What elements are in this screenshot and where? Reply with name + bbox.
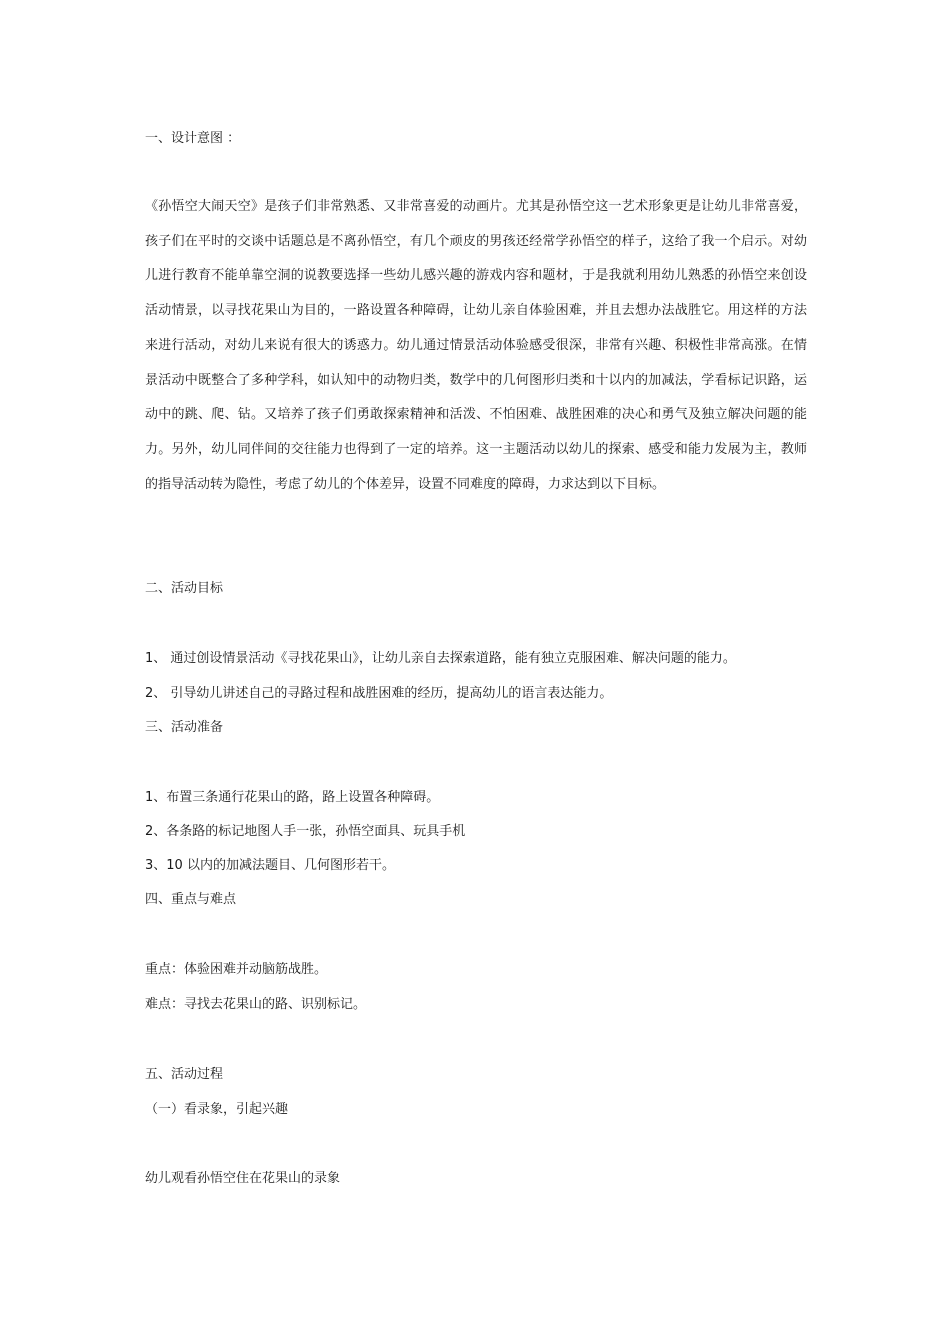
difficulty-text: 难点：寻找去花果山的路、识别标记。 (145, 997, 367, 1012)
process-step-1-title: （一）看录象，引起兴趣 (145, 1102, 289, 1117)
section-heading-design-intent: 一、设计意图 ： (145, 131, 241, 146)
preparation-item-3: 3、10 以内的加减法题目、几何图形若干。 (145, 858, 395, 873)
preparation-item-1: 1、布置三条通行花果山的路，路上设置各种障碍。 (145, 790, 440, 805)
design-intent-paragraph: 《孙悟空大闹天空》是孩子们非常熟悉、又非常喜爱的动画片。尤其是孙悟空这一艺术形象更是让幼儿非常喜爱，孩子们在平时的交谈中话题总是不离孙悟空，有几个顽皮的男孩还经常学孙悟空的样子，这给了我一个启示。对幼儿进行教育不能单靠空洞的说教要选择一些幼儿感兴趣的游戏内容和题材，于是我就利用幼儿熟悉的孙悟空来创设活动情景，以寻找花果山为目的，一路设置各种障碍，让幼儿亲自体验困难，并且去想办法战胜它。用这样的方法来进行活动，对幼儿来说有很大的诱惑力。幼儿通过情景活动体验感受很深，非常有兴趣、积极性非常高涨。在情景活动中既整合了多种学科，如认知中的动物归类，数学中的几何图形归类和十以内的加减法，学看标记识路，运动中的跳、爬、钻。又培养了孩子们勇敢探索精神和活泼、不怕困难、战胜困难的决心和勇气及独立解决问题的能力。另外，幼儿同伴间的交往能力也得到了一定的培养。这一主题活动以幼儿的探索、感受和能力发展为主，教师的指导活动转为隐性，考虑了幼儿的个体差异，设置不同难度的障碍，力求达到以下目标。 (145, 199, 807, 492)
goal-item-2: 2、 引导幼儿讲述自己的寻路过程和战胜困难的经历，提高幼儿的语言表达能力。 (145, 686, 613, 701)
section-heading-key-points: 四、重点与难点 (145, 892, 237, 907)
preparation-item-2: 2、各条路的标记地图人手一张，孙悟空面具、玩具手机 (145, 824, 466, 839)
process-step-1-body: 幼儿观看孙悟空住在花果山的录象 (145, 1171, 341, 1186)
key-point-text: 重点：体验困难并动脑筋战胜。 (145, 962, 328, 977)
section-heading-process: 五、活动过程 (145, 1067, 224, 1082)
section-heading-preparation: 三、活动准备 (145, 720, 224, 735)
section-heading-goals: 二、活动目标 (145, 581, 224, 596)
goal-item-1: 1、 通过创设情景活动《寻找花果山》，让幼儿亲自去探索道路，能有独立克服困难、解决问题的能力。 (145, 651, 736, 666)
